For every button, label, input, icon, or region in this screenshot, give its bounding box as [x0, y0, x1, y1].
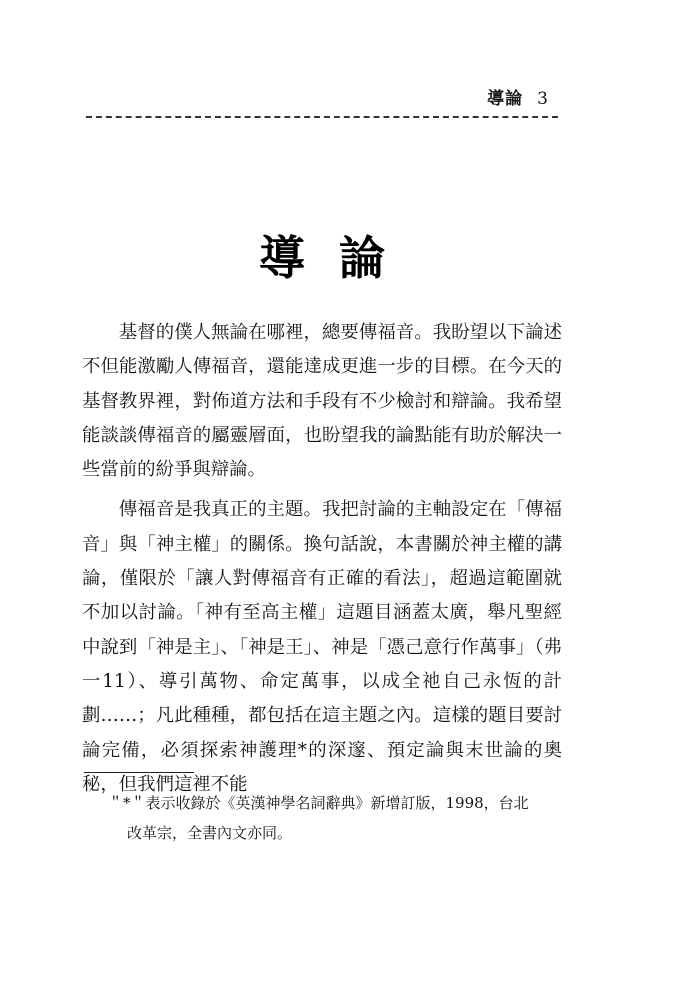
header-divider — [86, 116, 558, 118]
chapter-title: 導論 — [259, 231, 419, 285]
page-number: 3 — [537, 89, 549, 109]
footnote-line: 改革宗，全書內文亦同。 — [127, 824, 293, 842]
footnote-divider — [84, 772, 194, 773]
running-head-title: 導論 — [487, 89, 524, 109]
footnote-line: ＂*＂表示收錄於《英漢神學名詞辭典》新增訂版，1998，台北 — [108, 794, 529, 812]
body-text — [82, 316, 562, 802]
paragraph: 傳福音是我真正的主題。我把討論的主軸設定在「傳福音」與「神主權」的關係。換句話說，本書關於神主權的講論，僅限於「讓人對傳福音有正確的看法」，超過這範圍就不加以討論。「神有至高主權」這題目涵蓋太廣，舉凡聖經中說到「神是主」、「神是王」、神是「憑己意行作萬事」（弗一11）、導引萬物、命定萬事，以成全祂自己永恆的計劃……；凡此種種，都包括在這主題之內。這樣的題目要討論完備，必須探索神護理*的深邃、預定論與末世論的奧秘，但我們這裡不能 — [82, 499, 562, 795]
running-head — [487, 84, 549, 109]
paragraph: 基督的僕人無論在哪裡，總要傳福音。我盼望以下論述不但能激勵人傳福音，還能達成更進一步的目標。在今天的基督教界裡，對佈道方法和手段有不少檢討和辯論。我希望能談談傳福音的屬靈層面，也盼望我的論點能有助於解決一些當前的紛爭與辯論。 — [82, 322, 562, 481]
footnote — [108, 788, 558, 848]
